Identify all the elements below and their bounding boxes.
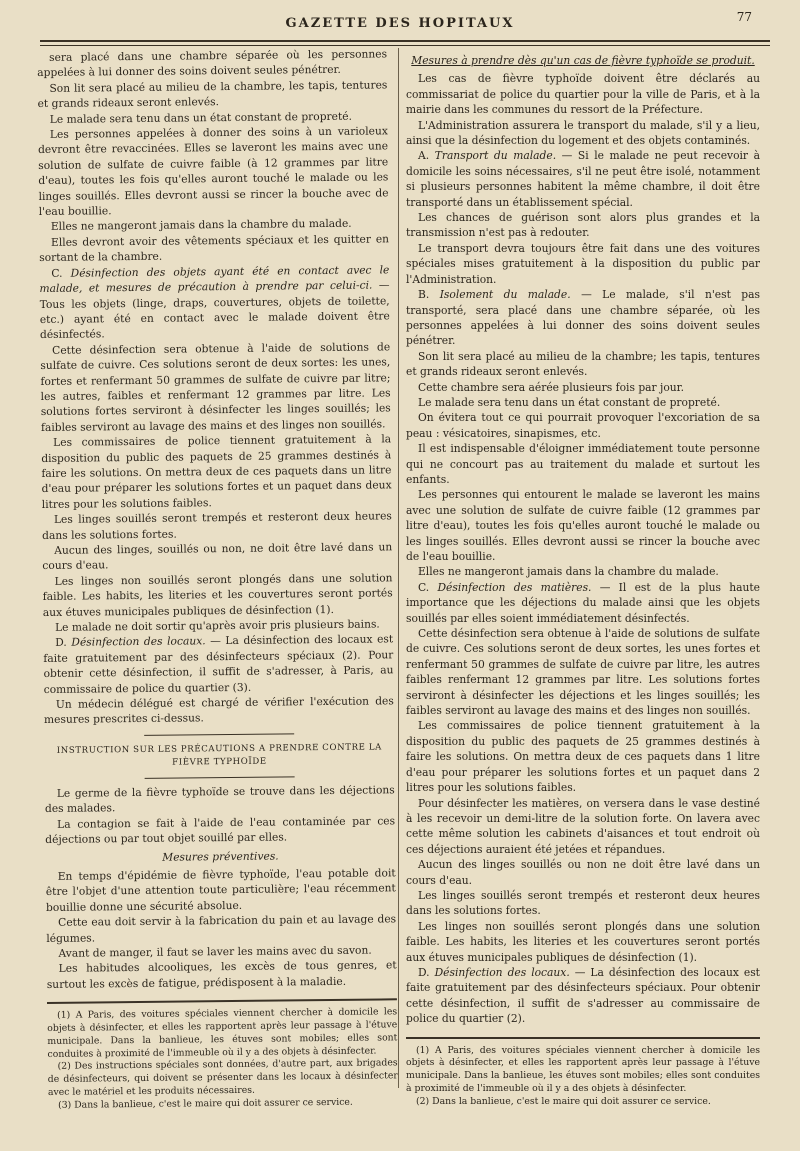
section-label: C. — [51, 266, 63, 280]
section-label: C. — [418, 580, 430, 594]
paragraph: Son lit sera placé au milieu de la chambre, les tapis, tentures et grands rideaux seront enlevés. — [37, 78, 388, 111]
paragraph: Avant de manger, il faut se laver les mains avec du savon. — [58, 943, 372, 960]
paragraph: Les personnes qui entourent le malade se laveront les mains avec une solution de sulfate de cuivre faible (12 grammes par litre d'eau), toutes les fois qu'elles auront touché le malade ou les linges souillés. Elles devront aussi se rincer la bouche avec de l'eau bouillie. — [406, 488, 760, 563]
paragraph: On évitera tout ce qui pourrait provoquer l'excoriation de sa peau : vésicatoires, sinapismes, etc. — [406, 411, 760, 440]
paragraph: En temps d'épidémie de fièvre typhoïde, l'eau potable doit être l'objet d'une attention toute particulière; l'eau récemment bouillie donne une sécurité absolue. — [45, 866, 396, 914]
section-text: — Tous les objets (linge, draps, couvertures, objets de toilette, etc.) ayant été en contact avec le malade doivent être désinfectés. — [39, 278, 390, 342]
paragraph: Cette désinfection sera obtenue à l'aide de solutions de sulfate de cuivre. Ces solutions seront de deux sortes, les unes fortes et renfermant 50 grammes de sulfate de cuivre par litre, les autres faibles renfermant 12 grammes par litre. Les solutions fortes serviront à désinfecter les déjections et les linges souillés; les faibles serviront au lavage des mains et des linges non souillés. — [406, 627, 760, 718]
paragraph: Aucun des linges souillés ou non ne doit être lavé dans un cours d'eau. — [406, 858, 760, 887]
paragraph: Cette chambre sera aérée plusieurs fois par jour. — [418, 380, 685, 394]
paragraph: Les linges souillés seront trempés et resteront deux heures dans les solutions fortes. — [406, 888, 760, 918]
section-title: Transport du malade. — [434, 149, 557, 163]
footnotes — [406, 1045, 760, 1109]
footnote: (3) Dans la banlieue, c'est le maire qui doit assurer ce service. — [57, 1096, 353, 1111]
footnote-rule — [406, 1037, 760, 1039]
paragraph: Le germe de la fièvre typhoïde se trouve dans les déjections des malades. — [44, 783, 395, 816]
section-rule — [145, 776, 295, 779]
paragraph: Elles ne mangeront jamais dans la chambre du malade. — [50, 217, 352, 234]
section-d-paragraph — [43, 632, 394, 697]
footnote: (2) Dans la banlieue, c'est le maire qui doit assurer ce service. — [416, 1095, 711, 1107]
section-title: Désinfection des matières. — [437, 580, 592, 594]
paragraph: Aucun des linges, souillés ou non, ne doit être lavé dans un cours d'eau. — [42, 540, 393, 573]
preventive-heading: Mesures préventives. — [162, 849, 279, 864]
footnote-rule — [47, 998, 397, 1004]
paragraph: Les linges souillés seront trempés et resteront deux heures dans les solutions fortes. — [42, 509, 392, 542]
section-b-paragraph — [406, 287, 760, 349]
journal-title: GAZETTE DES HOPITAUX — [285, 16, 515, 31]
paragraph: La contagion se fait à l'aide de l'eau contaminée par ces déjections ou par tout objet souillé par elles. — [45, 813, 396, 847]
section-text: — Si le malade ne peut recevoir à domicile les soins nécessaires, s'il ne peut être isolé, notamment si plusieurs personnes habitent la même chambre, il doit être transporté dans un établissement spécial. — [406, 149, 760, 209]
paragraph: Les cas de fièvre typhoïde doivent être déclarés au commissariat de police du quartier pour la ville de Paris, et à la mairie dans les communes du ressort de la Préfecture. — [406, 72, 760, 117]
typhoid-measures-heading: Mesures à prendre dès qu'un cas de fièvre typhoïde se produit. — [411, 54, 755, 67]
section-text: — La désinfection des locaux est faite gratuitement par des désinfecteurs spéciaux. Pour obtenir cette désinfection, il suffit de s'adresser au commissaire de police du quartier (2). — [406, 965, 760, 1026]
instruction-heading: INSTRUCTION SUR LES PRÉCAUTIONS A PRENDRE CONTRE LA FIÈVRE TYPHOÏDE — [56, 742, 382, 768]
paragraph: Cette désinfection sera obtenue à l'aide de solutions de sulfate de cuivre. Ces solutions seront de deux sortes: les unes, fortes et renfermant 50 grammes de sulfate de cuivre par litre; les autres, faibles et renfermant 12 grammes par litre. Les solutions fortes serviront à désinfecter les linges souillés; les faibles serviront au lavage des mains et des linges non souillés. — [40, 340, 391, 434]
section-label: D. — [418, 965, 430, 979]
paragraph: Les habitudes alcooliques, les excès de tous genres, et surtout les excès de fatigue, prédisposent à la maladie. — [46, 958, 397, 991]
left-column — [37, 46, 398, 1120]
paragraph: Les commissaires de police tiennent gratuitement à la disposition du public des paquets de 25 grammes destinés à faire les solutions. On mettra deux de ces paquets dans 1 litre d'eau pour préparer les solutions fortes et un paquet dans 2 litres pour les solutions faibles. — [406, 719, 760, 795]
section-label: A. — [418, 149, 430, 163]
paragraph: sera placé dans une chambre séparée où les personnes appelées à lui donner des soins doivent seules pénétrer. — [37, 47, 388, 80]
right-column — [406, 50, 760, 1120]
section-label: B. — [418, 288, 430, 302]
page-header — [0, 0, 800, 50]
paragraph: Un médecin délégué est chargé de vérifier l'exécution des mesures prescrites ci-dessus. — [43, 694, 394, 727]
paragraph: Pour désinfecter les matières, on versera dans le vase destiné à les recevoir un demi-litre de la solution forte. On lavera avec cette même solution les cabinets d'aisances et tout endroit où ces déjections auraient été jetées et répandues. — [406, 796, 760, 856]
paragraph: L'Administration assurera le transport du malade, s'il y a lieu, ainsi que la désinfection du logement et des objets contaminés. — [406, 118, 760, 148]
paragraph: Il est indispensable d'éloigner immédiatement toute personne qui ne concourt pas au traitement du malade et surtout les enfants. — [406, 442, 760, 486]
section-d-paragraph — [406, 965, 760, 1027]
paragraph: Le transport devra toujours être fait dans une des voitures spéciales mises gratuitement à la disposition du public par l'Administration. — [406, 241, 760, 286]
section-label: D. — [55, 636, 67, 650]
footnote: (1) A Paris, des voitures spéciales viennent chercher à domicile les objets à désinfecter, et elles les rapportent après leur passage à l'étuve municipale. Dans la banlieue, les étuves sont mobiles; elles sont conduites à proximité de l'immeuble où il y a des objets à désinfecter. — [406, 1044, 760, 1094]
footnote: (2) Des instructions spéciales sont données, d'autre part, aux brigades de désinfecteurs, qui doivent se présenter dans les locaux à désinfecter avec le matériel et les produits nécessaires. — [47, 1057, 398, 1098]
section-title: Isolement du malade. — [439, 288, 571, 302]
section-a-paragraph — [406, 148, 760, 210]
header-rule-thin — [40, 45, 770, 46]
paragraph: Elles ne mangeront jamais dans la chambre du malade. — [418, 565, 719, 579]
footnotes — [47, 1006, 398, 1112]
paragraph: Elles devront avoir des vêtements spéciaux et les quitter en sortant de la chambre. — [39, 232, 390, 265]
paragraph: Les commissaires de police tiennent gratuitement à la disposition du public des paquets de 25 grammes destinés à faire les solutions. On mettra deux de ces paquets dans un litre d'eau pour préparer les solutions fortes et un paquet dans deux litres pour les solutions faibles. — [41, 432, 392, 511]
footnote: (1) A Paris, des voitures spéciales viennent chercher à domicile les objets à désinfecter, et elles les rapportent après leur passage à l'étuve municipale. Dans la banlieue, les étuves sont mobiles; elles sont conduites à proximité de l'immeuble où il y a des objets à désinfecter. — [47, 1006, 398, 1060]
paragraph: Les chances de guérison sont alors plus grandes et la transmission n'est pas à redouter. — [406, 211, 760, 240]
paragraph: Les personnes appelées à donner des soins à un varioleux devront être revaccinées. Elles se laveront les mains avec une solution de sulfate de cuivre faible (à 12 grammes par litre d'eau), toutes les fois qu'elles auront touché le malade ou les linges souillés. Elles devront aussi se rincer la bouche avec de l'eau bouillie. — [37, 124, 389, 219]
paragraph: Le malade ne doit sortir qu'après avoir pris plusieurs bains. — [54, 617, 380, 634]
paragraph: Le malade sera tenu dans un état constant de propreté. — [49, 109, 353, 126]
section-title: Désinfection des objets ayant été en contact avec le malade, et mesures de précaution à prendre par celui-ci. — [39, 263, 390, 296]
section-text: — Il est de la plus haute importance que les déjections du malade ainsi que les objets souillés par elles soient immédiatement désinfectés. — [406, 580, 760, 625]
column-divider — [398, 48, 399, 1088]
section-rule — [144, 733, 294, 736]
paragraph: Cette eau doit servir à la fabrication du pain et au lavage des légumes. — [46, 912, 397, 945]
section-c-paragraph — [406, 580, 760, 626]
paragraph: Les linges non souillés seront plongés dans une solution faible. Les habits, les literies et les couvertures seront portés aux étuves municipales publiques de désinfection (1). — [42, 571, 393, 619]
section-title: Désinfection des locaux. — [71, 634, 206, 650]
section-text: — La désinfection des locaux est faite gratuitement par des désinfecteurs spéciaux (2). Pour obtenir cette désinfection, il suffit de s'adresser, à Paris, au commissaire de police du quartier (3). — [43, 632, 394, 696]
paragraph: Son lit sera placé au milieu de la chambre; les tapis, tentures et grands rideaux seront enlevés. — [406, 349, 760, 379]
section-c-paragraph — [39, 262, 390, 343]
header-rule — [40, 40, 770, 42]
paragraph: Les linges non souillés seront plongés dans une solution faible. Les habits, les literies et les couvertures seront portés aux étuves municipales publiques de désinfection (1). — [406, 919, 760, 964]
page-number: 77 — [736, 10, 752, 24]
section-title: Désinfection des locaux. — [434, 965, 570, 979]
section-text: — Le malade, s'il n'est pas transporté, sera placé dans une chambre séparée, où les personnes appelées à lui donner des soins doivent seules pénétrer. — [406, 288, 760, 348]
paragraph: Le malade sera tenu dans un état constant de propreté. — [418, 395, 721, 409]
